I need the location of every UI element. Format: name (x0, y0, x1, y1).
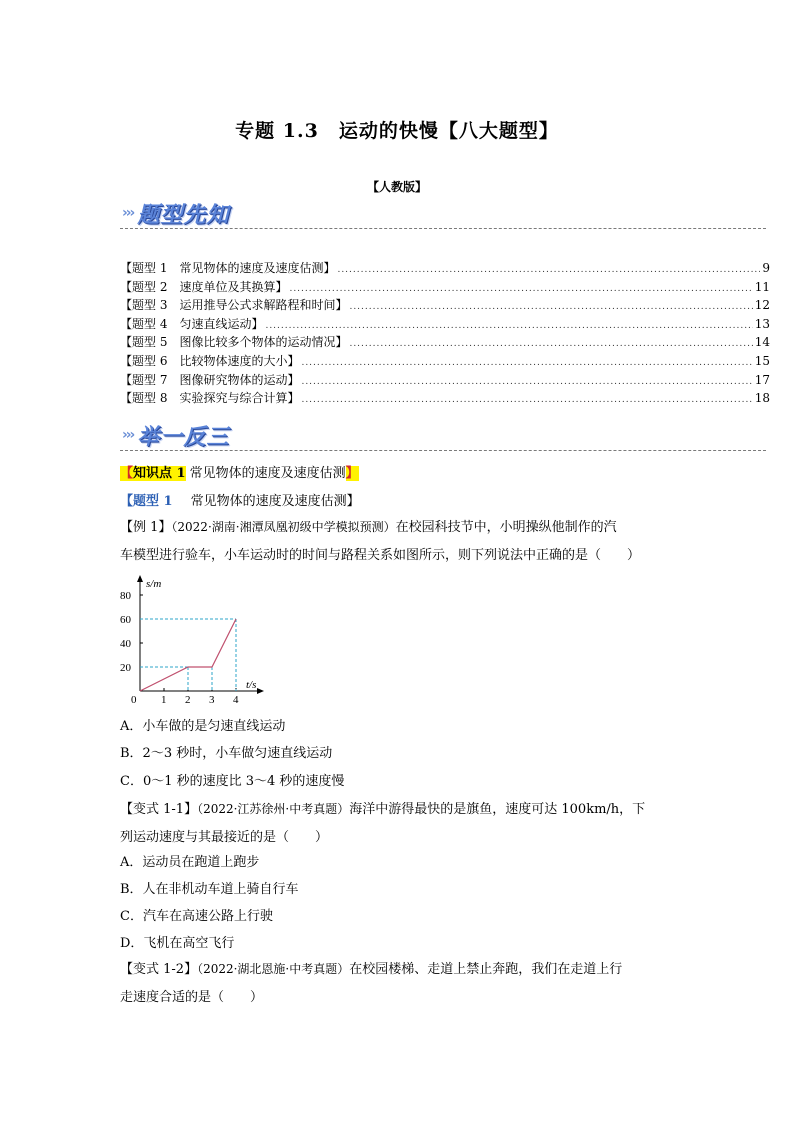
option-a[interactable]: A．运动员在跑道上跑步 (120, 855, 260, 870)
toc-item-label: 【题型 4 匀速直线运动】 (120, 316, 264, 331)
toc-item-label: 【题型 5 图像比较多个物体的运动情况】 (120, 335, 348, 350)
toc-leader (349, 298, 752, 317)
y-axis-arrow (137, 575, 143, 582)
edition-label: 【人教版】 (366, 180, 427, 194)
option-d[interactable]: D．飞机在高空飞行 (120, 936, 235, 951)
topic-label: 【题型 1 (120, 494, 173, 509)
divider (120, 228, 766, 229)
variant-1-1 (120, 795, 680, 852)
toc-item-label: 【题型 8 实验探究与综合计算】 (120, 391, 300, 406)
option-b[interactable]: B．2～3 秒时，小车做匀速直线运动 (120, 746, 333, 761)
toc-item[interactable] (120, 352, 770, 371)
knowledge-point-heading (120, 462, 359, 481)
toc-leader (289, 280, 752, 299)
example-line-1: 在校园科技节中，小明操纵他制作的汽 (395, 520, 617, 535)
y-tick-label: 60 (120, 614, 131, 626)
toc-item-page: 14 (754, 335, 770, 350)
variant-1-2 (120, 955, 680, 1012)
x-tick-label: 3 (209, 694, 215, 706)
banner-overview (122, 198, 229, 228)
toc-item-label: 【题型 1 常见物体的速度及速度估测】 (120, 261, 336, 275)
toc-item-page: 9 (762, 261, 770, 275)
y-tick-label: 40 (120, 638, 131, 650)
example-source: （2022·湖南·湘潭凤凰初级中学模拟预测） (171, 520, 396, 534)
toc-item[interactable] (120, 389, 770, 408)
bracket-open: 【 (120, 466, 134, 481)
divider (120, 450, 766, 451)
banner-practice-text: 举一反三 (137, 424, 230, 450)
st-graph (118, 572, 268, 707)
y-tick-label: 80 (120, 590, 131, 602)
toc-item[interactable] (120, 333, 770, 352)
toc-item[interactable] (120, 315, 770, 334)
example-1 (120, 513, 680, 570)
toc-leader (301, 373, 752, 392)
toc-item[interactable] (120, 371, 770, 390)
toc-item-page: 18 (754, 391, 770, 406)
toc-item-page: 13 (754, 316, 770, 331)
option-b[interactable]: B．人在非机动车道上骑自行车 (120, 882, 299, 897)
variant-line-2: 走速度合适的是（ ） (120, 990, 264, 1005)
arrows-icon: ››› (122, 427, 134, 443)
series-line (140, 619, 236, 691)
table-of-contents (120, 259, 770, 408)
variant-line-1: 在校园楼梯、走道上禁止奔跑，我们在走道上行 (349, 962, 623, 977)
option-c[interactable]: C．0～1 秒的速度比 3～4 秒的速度慢 (120, 774, 345, 789)
toc-item-label: 【题型 7 图像研究物体的运动】 (120, 372, 300, 387)
toc-leader (337, 261, 760, 280)
arrows-icon: ››› (122, 205, 134, 221)
toc-leader (301, 354, 752, 373)
page-title: 专题 1.3 运动的快慢【八大题型】 (235, 120, 559, 142)
option-c[interactable]: C．汽车在高速公路上行驶 (120, 909, 273, 924)
x-tick-label: 2 (185, 694, 191, 706)
toc-leader (301, 391, 752, 410)
knowledge-point-label: 知识点 1 (133, 466, 186, 481)
toc-item-label: 【题型 6 比较物体速度的大小】 (120, 353, 300, 368)
toc-item-label: 【题型 3 运用推导公式求解路程和时间】 (120, 298, 348, 313)
variant-source: （2022·湖北恩施·中考真题） (197, 962, 350, 976)
toc-item[interactable] (120, 296, 770, 315)
x-tick-label: 0 (131, 694, 137, 706)
example-line-2: 车模型进行验车，小车运动时的时间与路程关系如图所示，则下列说法中正确的是（ ） (120, 548, 641, 563)
variant-tag: 【变式 1-2】 (120, 962, 198, 977)
x-axis-arrow (257, 688, 264, 694)
variant-tag: 【变式 1-1】 (120, 802, 198, 817)
bracket-close: 】 (345, 466, 359, 481)
example-tag: 【例 1】 (120, 520, 172, 535)
topic-heading (120, 490, 360, 509)
topic-text: 常见物体的速度及速度估测】 (190, 494, 360, 509)
toc-item-page: 15 (754, 353, 770, 368)
toc-item-label: 【题型 2 速度单位及其换算】 (120, 279, 288, 294)
toc-item-page: 12 (754, 298, 770, 313)
banner-practice (122, 420, 229, 450)
variant-line-1: 海洋中游得最快的是旗鱼，速度可达 100km/h，下 (349, 802, 646, 817)
toc-item-page: 11 (754, 279, 770, 294)
toc-item[interactable] (120, 259, 770, 278)
option-a[interactable]: A．小车做的是匀速直线运动 (120, 719, 286, 734)
x-tick-label: 1 (161, 694, 167, 706)
variant-source: （2022·江苏徐州·中考真题） (197, 802, 350, 816)
y-axis-label: s/m (146, 578, 162, 590)
y-tick-label: 20 (120, 662, 131, 674)
x-axis-label: t/s (246, 679, 257, 691)
toc-leader (349, 335, 752, 354)
knowledge-point-text: 常见物体的速度及速度估测 (189, 466, 346, 481)
toc-item[interactable] (120, 278, 770, 297)
toc-item-page: 17 (754, 372, 770, 387)
banner-overview-text: 题型先知 (137, 202, 230, 228)
x-tick-label: 4 (233, 694, 239, 706)
variant-line-2: 列运动速度与其最接近的是（ ） (120, 830, 329, 845)
